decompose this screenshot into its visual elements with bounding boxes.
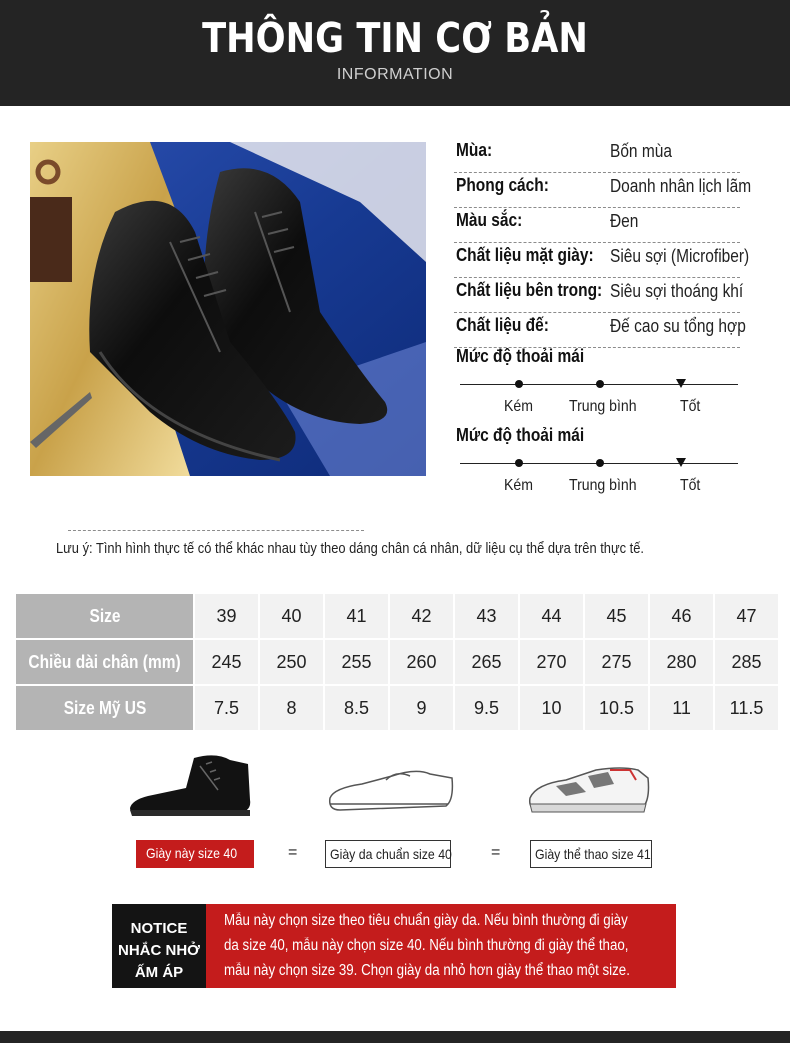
page-subtitle: INFORMATION (336, 66, 454, 83)
comfort-level-label: Trung bình (569, 477, 637, 494)
leather-shoe-illustration (326, 740, 458, 829)
table-cell: 9.5 (455, 686, 518, 730)
comfort-title: Mức độ thoải mái (456, 425, 585, 445)
table-cell: 11 (650, 686, 713, 730)
this-shoe-size-label: Giày này size 40 (146, 845, 238, 861)
table-cell: 7.5 (195, 686, 258, 730)
spec-row-season (454, 138, 740, 173)
comfort-marker (515, 380, 523, 388)
table-cell: 280 (650, 640, 713, 684)
spec-value: Doanh nhân lịch lãm (610, 176, 752, 196)
comfort-title: Mức độ thoải mái (456, 346, 585, 366)
size-table (14, 592, 780, 732)
table-row (16, 686, 778, 730)
table-cell: 260 (390, 640, 453, 684)
table-cell: 10.5 (585, 686, 648, 730)
row-header-label: Size (89, 605, 121, 626)
table-cell: 265 (455, 640, 518, 684)
comfort-level-label: Trung bình (569, 398, 637, 415)
row-header-label: Size Mỹ US (63, 697, 146, 718)
comfort-marker (596, 459, 604, 467)
table-cell: 42 (390, 594, 453, 638)
table-cell: 275 (585, 640, 648, 684)
table-cell: 245 (195, 640, 258, 684)
table-cell: 46 (650, 594, 713, 638)
spec-value: Bốn mùa (610, 141, 672, 161)
comfort-marker (515, 459, 523, 467)
spec-value: Siêu sợi (Microfiber) (610, 246, 750, 266)
comfort-level-label: Tốt (680, 477, 701, 494)
row-header (16, 594, 193, 638)
notice-title-block (112, 904, 206, 988)
table-row (16, 640, 778, 684)
table-cell: 40 (260, 594, 323, 638)
table-cell: 39 (195, 594, 258, 638)
spec-row-color (454, 208, 740, 243)
this-shoe-size-badge (136, 840, 254, 868)
table-cell: 250 (260, 640, 323, 684)
boot-illustration (126, 740, 258, 829)
fit-note: Lưu ý: Tình hình thực tế có thể khác nhau tùy theo dáng chân cá nhân, dữ liệu cụ thể dựa trên thực tế. (56, 540, 644, 557)
table-cell: 41 (325, 594, 388, 638)
table-cell: 47 (715, 594, 778, 638)
notice-title-line: NHẮC NHỞ (118, 942, 200, 959)
spec-key: Màu sắc: (456, 210, 523, 230)
spec-key: Chất liệu đế: (456, 315, 549, 335)
spec-row-upper-material (454, 243, 750, 278)
spec-row-style (454, 173, 752, 208)
notice-message (206, 904, 676, 988)
page-title: THÔNG TIN CƠ BẢN (202, 14, 588, 62)
equals-sign: = (288, 844, 298, 861)
spec-key: Chất liệu bên trong: (456, 280, 603, 300)
table-cell: 9 (390, 686, 453, 730)
spec-key: Mùa: (456, 140, 493, 160)
row-header (16, 686, 193, 730)
notice-title-line: ẤM ÁP (134, 964, 184, 981)
notice-line: da size 40, mẫu này chọn size 40. Nếu bình thường đi giày thể thao, (224, 937, 629, 954)
notice-title-line: NOTICE (130, 920, 188, 937)
table-cell: 270 (520, 640, 583, 684)
leather-shoe-size-badge (325, 840, 451, 868)
sport-shoe-illustration (526, 740, 658, 829)
comfort-selected-marker (676, 379, 686, 388)
spec-value: Đen (610, 211, 639, 231)
table-cell: 8.5 (325, 686, 388, 730)
notice-box (112, 904, 676, 988)
notice-line: Mẫu này chọn size theo tiêu chuẩn giày da. Nếu bình thường đi giày (224, 912, 628, 929)
table-cell: 255 (325, 640, 388, 684)
notice-line: mẫu này chọn size 39. Chọn giày da nhỏ hơn giày thể thao một size. (224, 962, 630, 979)
comfort-scale (454, 425, 744, 505)
table-cell: 44 (520, 594, 583, 638)
comfort-level-label: Kém (504, 398, 533, 415)
comfort-level-label: Kém (504, 477, 533, 494)
product-photo (30, 142, 426, 476)
leather-shoe-size-label: Giày da chuẩn size 40 (330, 846, 452, 862)
comfort-selected-marker (676, 458, 686, 467)
note-divider (68, 530, 364, 531)
spec-value: Siêu sợi thoáng khí (610, 281, 744, 301)
comfort-level-label: Tốt (680, 398, 701, 415)
row-header-label: Chiều dài chân (mm) (28, 651, 181, 672)
spec-row-sole-material (454, 313, 746, 348)
table-row (16, 594, 778, 638)
page-header (0, 0, 790, 106)
table-cell: 8 (260, 686, 323, 730)
table-cell: 11.5 (715, 686, 778, 730)
table-cell: 43 (455, 594, 518, 638)
sport-shoe-size-label: Giày thể thao size 41 (535, 846, 651, 862)
spec-row-lining-material (454, 278, 744, 313)
spec-key: Phong cách: (456, 175, 549, 195)
equals-sign: = (491, 844, 501, 861)
spec-value: Đế cao su tổng hợp (610, 316, 746, 336)
spec-key: Chất liệu mặt giày: (456, 245, 594, 265)
spec-list (454, 138, 754, 348)
table-cell: 10 (520, 686, 583, 730)
sport-shoe-size-badge (530, 840, 652, 868)
table-cell: 45 (585, 594, 648, 638)
page-footer-bar (0, 1031, 790, 1043)
comfort-scale (454, 346, 744, 426)
comfort-marker (596, 380, 604, 388)
row-header (16, 640, 193, 684)
table-cell: 285 (715, 640, 778, 684)
